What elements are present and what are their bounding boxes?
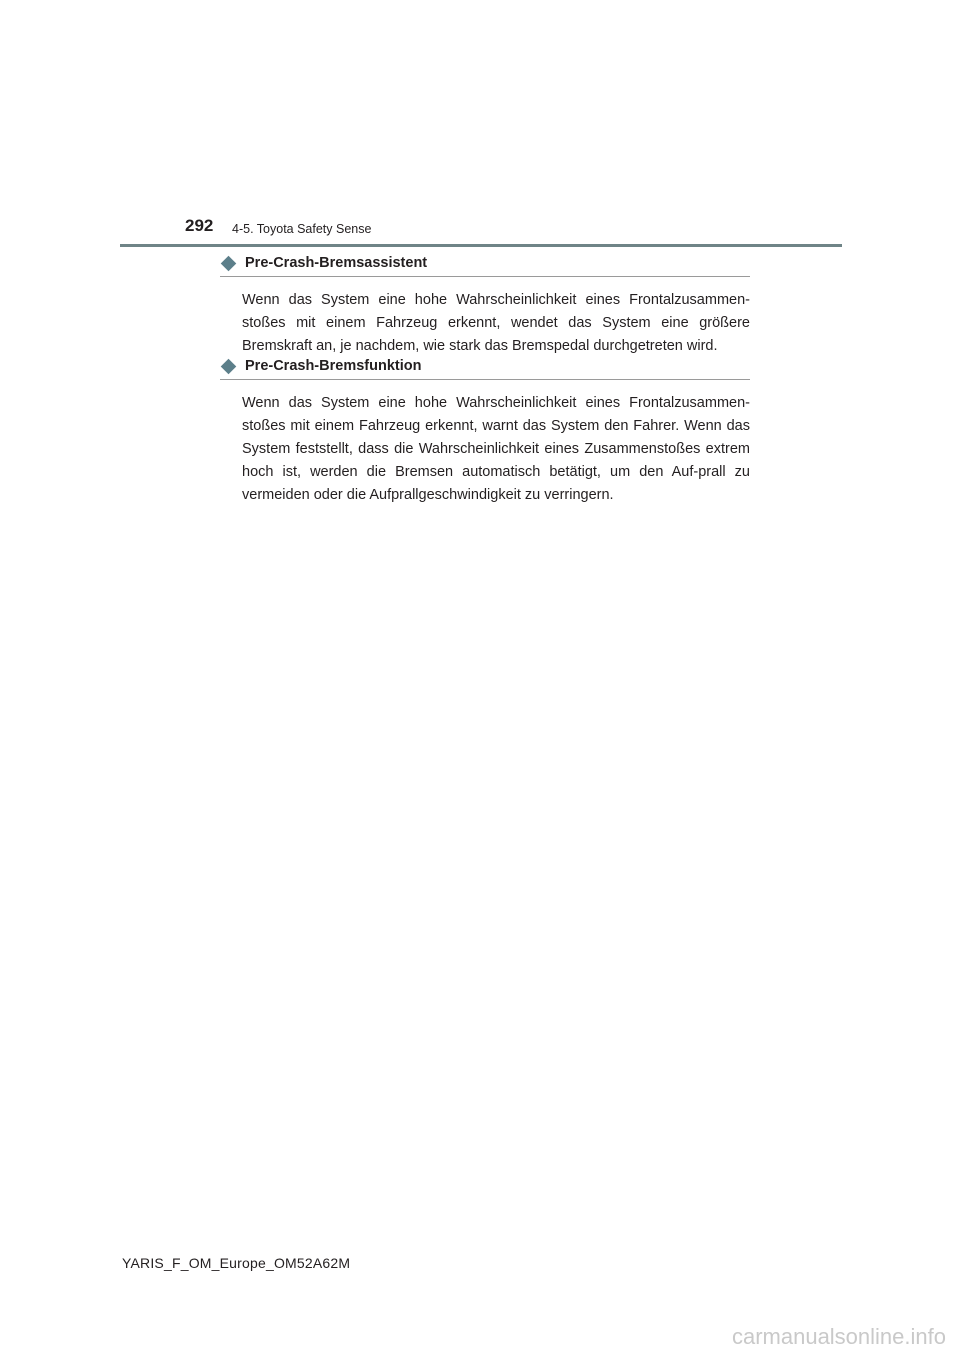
section-body-text: Wenn das System eine hohe Wahrscheinlichkeit eines Frontalzusammen-stoßes mit einem Fahrzeug erkennt, warnt das System den Fahrer. Wenn das System feststellt, dass die Wahrscheinlichkeit eines Zusammenstoßes extrem hoch ist, werden die Bremsen automatisch betätigt, um den Auf-prall zu vermeiden oder die Aufprallgeschwindigkeit zu verringern. — [242, 395, 750, 503]
header-divider — [120, 244, 842, 247]
section-pre-crash-brake-function — [220, 356, 750, 507]
watermark: carmanualsonline.info — [731, 1324, 946, 1349]
section-heading — [220, 356, 750, 380]
section-heading-text: Pre-Crash-Bremsassistent — [245, 255, 428, 271]
diamond-icon — [221, 358, 237, 374]
section-heading-text: Pre-Crash-Bremsfunktion — [245, 358, 422, 374]
section-title: 4-5. Toyota Safety Sense — [232, 222, 372, 236]
diamond-icon — [221, 255, 237, 271]
page-number: 292 — [185, 216, 214, 235]
document-code: YARIS_F_OM_Europe_OM52A62M — [122, 1255, 351, 1271]
section-body-text: Wenn das System eine hohe Wahrscheinlichkeit eines Frontalzusammen-stoßes mit einem Fahrzeug erkennt, wendet das System eine größere Bremskraft an, je nachdem, wie stark das Bremspedal durchgetreten wird. — [242, 292, 750, 354]
section-pre-crash-brake-assist — [220, 253, 750, 358]
section-heading — [220, 253, 750, 277]
